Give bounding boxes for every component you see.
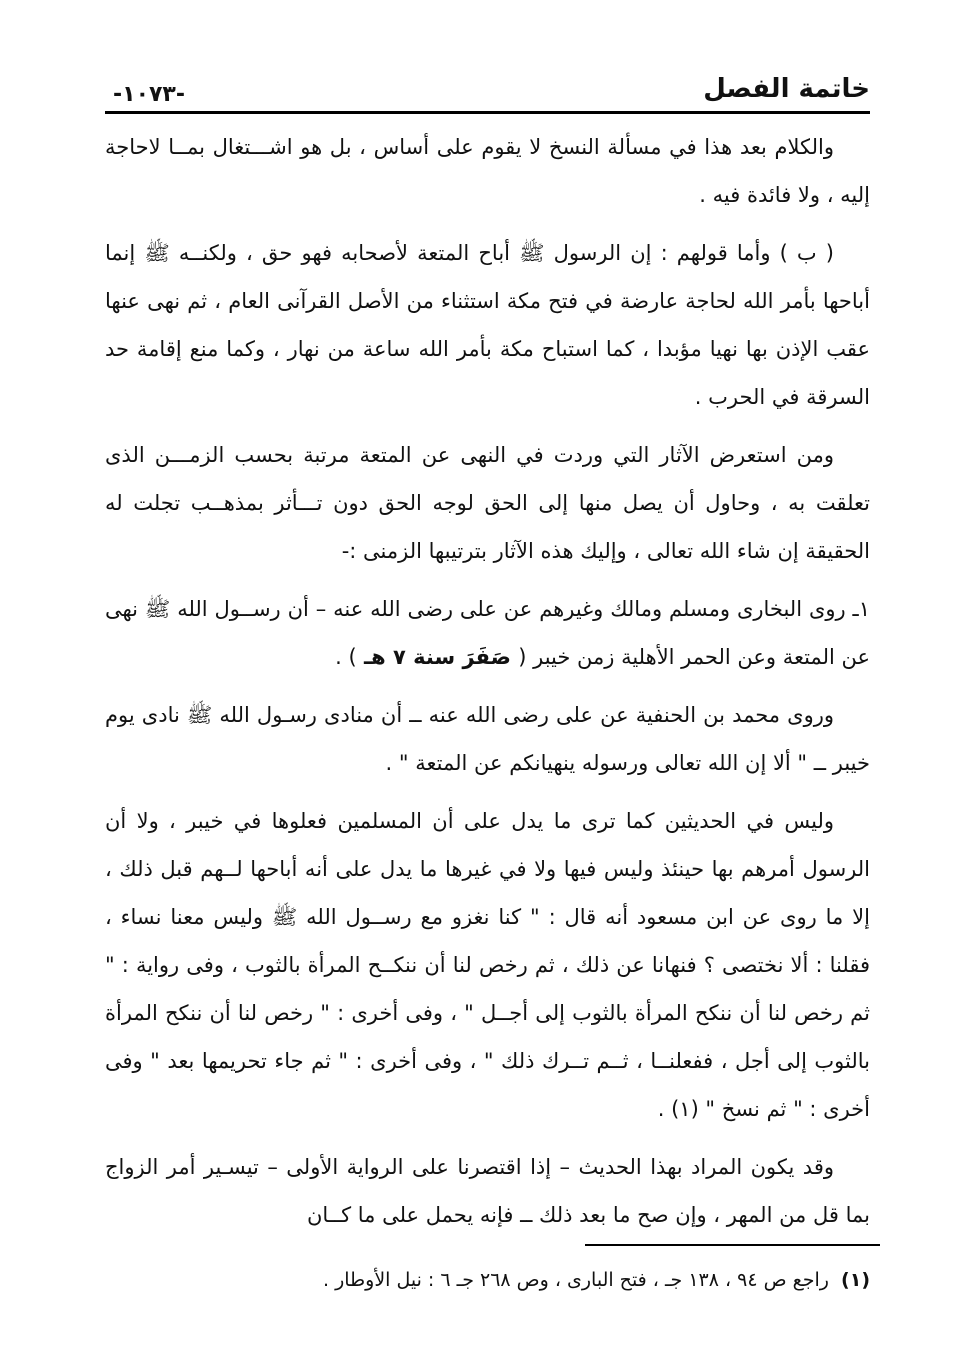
paragraph-4-start: ١ـ روى البخارى ومسلم ومالك وغيرهم عن على رضى الله عنه – أن رســول الله ﷺ نهى عن المتعة وعن الحمر الأهلية زمن خيبر ( — [105, 597, 870, 669]
page-number: -١٠٧٣- — [113, 82, 185, 107]
body-text — [105, 123, 870, 1249]
page-header — [105, 60, 870, 110]
header-divider — [105, 111, 870, 114]
paragraph-5: وروى محمد بن الحنفية عن على رضى الله عنه ــ أن منادى رسـول الله ﷺ نادى يوم خيبر ــ " ألا إن الله تعالى ورسوله ينهيانكم عن المتعة " . — [105, 703, 870, 775]
paragraph-4 — [105, 585, 870, 681]
chapter-title: خاتمة الفصل — [703, 74, 870, 104]
footnote — [90, 1262, 870, 1298]
paragraph-7: وقد يكون المراد بهذا الحديث – إذا اقتصرنا على الرواية الأولى – تيسـير أمر الزواج بما قل من المهر ، وإن صح ما بعد ذلك ــ فإنه يحمل على ما كــان — [105, 1155, 870, 1227]
paragraph-1: والكلام بعد هذا في مسألة النسخ لا يقوم على أساس ، بل هو اشـــتغال بمــا لاحاجة إليه ، ولا فائدة فيه . — [105, 135, 870, 207]
paragraph-2: ( ب ) وأما قولهم : إن الرسول ﷺ أباح المتعة لأصحابه فهو حق ، ولكنــه ﷺ إنما أباحها بأمر الله لحاجة عارضة في فتح مكة استثناء من الأصل القرآنى العام ، ثم نهى عنها عقب الإذن بها نهيا مؤبدا ، كما استباح مكة بأمر الله ساعة من نهار ، وكما منع إقامة حد السرقة في الحرب . — [105, 241, 870, 409]
footnote-text: راجع ص ٩٤ ، ١٣٨ جـ ، فتح البارى ، وص ٢٦٨ جـ ٦ : نيل الأوطار . — [322, 1269, 829, 1291]
footnote-marker: (١) — [841, 1269, 870, 1291]
paragraph-6: وليس في الحديثين كما ترى ما يدل على أن المسلمين فعلوها في خيبر ، ولا أن الرسول أمرهم بها حينئذ وليس فيها ولا في غيرها ما يدل على أنه أباحها لــهم قبل ذلك ، إلا ما روى عن ابن مسعود أنه قال : " كنا نغزو مع رســول الله ﷺ وليس معنا نساء ، فقلنا : ألا نختصى ؟ فنهانا عن ذلك ، ثم رخص لنا أن ننكــح المرأة بالثوب ، وفى رواية : " ثم رخص لنا أن ننكح المرأة بالثوب إلى أجــل " ، وفى أخرى : " رخص لنا أن ننكح المرأة بالثوب إلى أجل ، ففعلنــا ، ثــم تــرك ذلك " ، وفى أخرى : " ثم جاء تحريمها بعد " وفى أخرى : " ثم نسخ " (١) . — [105, 809, 870, 1121]
paragraph-4-end: ) . — [335, 645, 357, 669]
paragraph-3: ومن استعرض الآثار التي وردت في النهى عن المتعة مرتبة بحسب الزمـــن الذى تعلقت به ، وحاول أن يصل منها إلى الحق لوجه الحق دون تـــأثر بمذهــب تجلت له الحقيقة إن شاء الله تعالى ، وإليك هذه الآثار بترتيبها الزمنى :- — [105, 443, 870, 563]
footnote-divider — [585, 1244, 880, 1246]
paragraph-4-date: صَفَرَ سنة ٧ هـ — [356, 645, 519, 669]
